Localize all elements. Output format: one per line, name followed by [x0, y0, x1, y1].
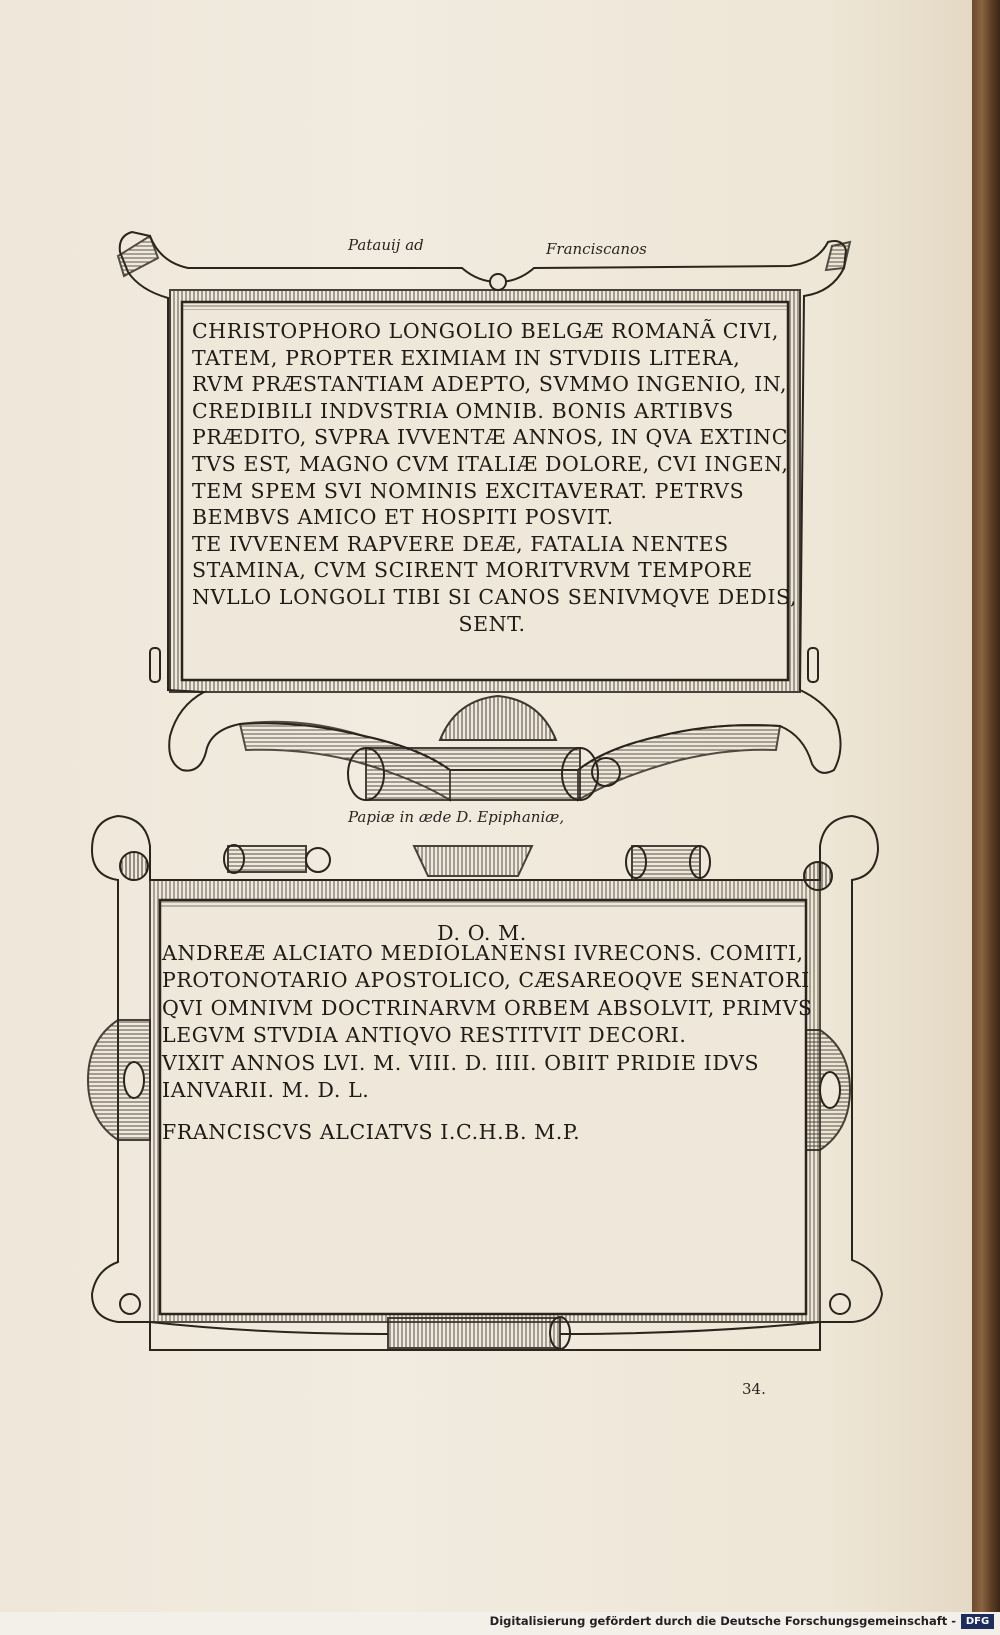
inscription-line: IANVARII. M. D. L.	[162, 1078, 370, 1102]
inscription-line: QVI OMNIVM DOCTRINARVM ORBEM ABSOLVIT, PRIMVS	[162, 995, 813, 1020]
inscription-line: STAMINA, CVM SCIRENT MORITVRVM TEMPORE	[192, 558, 753, 583]
inscription-line: TEM SPEM SVI NOMINIS EXCITAVERAT. PETRVS	[192, 478, 745, 503]
inscription-line: NVLLO LONGOLI TIBI SI CANOS SENIVMQVE DEDIS,	[192, 584, 798, 609]
inscription-line: PROTONOTARIO APOSTOLICO, CÆSAREOQVE SENATORI	[162, 968, 810, 992]
inscription-line: LEGVM STVDIA ANTIQVO RESTITVIT DECORI.	[162, 1023, 687, 1047]
inscription-line: ANDREÆ ALCIATO MEDIOLANENSI IVRECONS. COMITI,	[162, 940, 804, 965]
page-number: 34.	[742, 1380, 766, 1398]
caption-top-right: Franciscanos	[546, 240, 647, 258]
inscription-line: VIXIT ANNOS LVI. M. VIII. D. IIII. OBIIT PRIDIE IDVS	[162, 1050, 760, 1075]
inscription-final-line: SENT.	[458, 611, 526, 636]
inscription-line: TE IVVENEM RAPVERE DEÆ, FATALIA NENTES	[192, 531, 729, 556]
inscription-alciato	[162, 920, 813, 1146]
inscription-line: PRÆDITO, SVPRA IVVENTÆ ANNOS, IN QVA EXTINC	[192, 425, 788, 450]
inscription-line: RVM PRÆSTANTIAM ADEPTO, SVMMO INGENIO, IN,	[192, 372, 788, 397]
inscription-line: TATEM, PROPTER EXIMIAM IN STVDIIS LITERA,	[192, 345, 741, 370]
inscription-heading: D. O. M.	[437, 921, 527, 945]
dfg-logo-icon: DFG	[961, 1614, 994, 1629]
caption-top-left: Patauij ad	[348, 236, 424, 254]
inscription-line: CREDIBILI INDVSTRIA OMNIB. BONIS ARTIBVS	[192, 398, 734, 423]
caption-middle: Papiæ in æde D. Epiphaniæ,	[348, 808, 565, 826]
inscription-line: BEMBVS AMICO ET HOSPITI POSVIT.	[192, 505, 614, 530]
inscription-dedication: FRANCISCVS ALCIATVS I.C.H.B. M.P.	[162, 1119, 581, 1144]
inscription-longolius	[192, 318, 798, 637]
inscription-line: CHRISTOPHORO LONGOLIO BELGÆ ROMANÃ CIVI,	[192, 319, 779, 343]
inscription-line: TVS EST, MAGNO CVM ITALIÆ DOLORE, CVI INGEN,	[192, 451, 789, 476]
footer-credit-text: Digitalisierung gefördert durch die Deutsche Forschungsgemeinschaft -	[489, 1614, 956, 1628]
